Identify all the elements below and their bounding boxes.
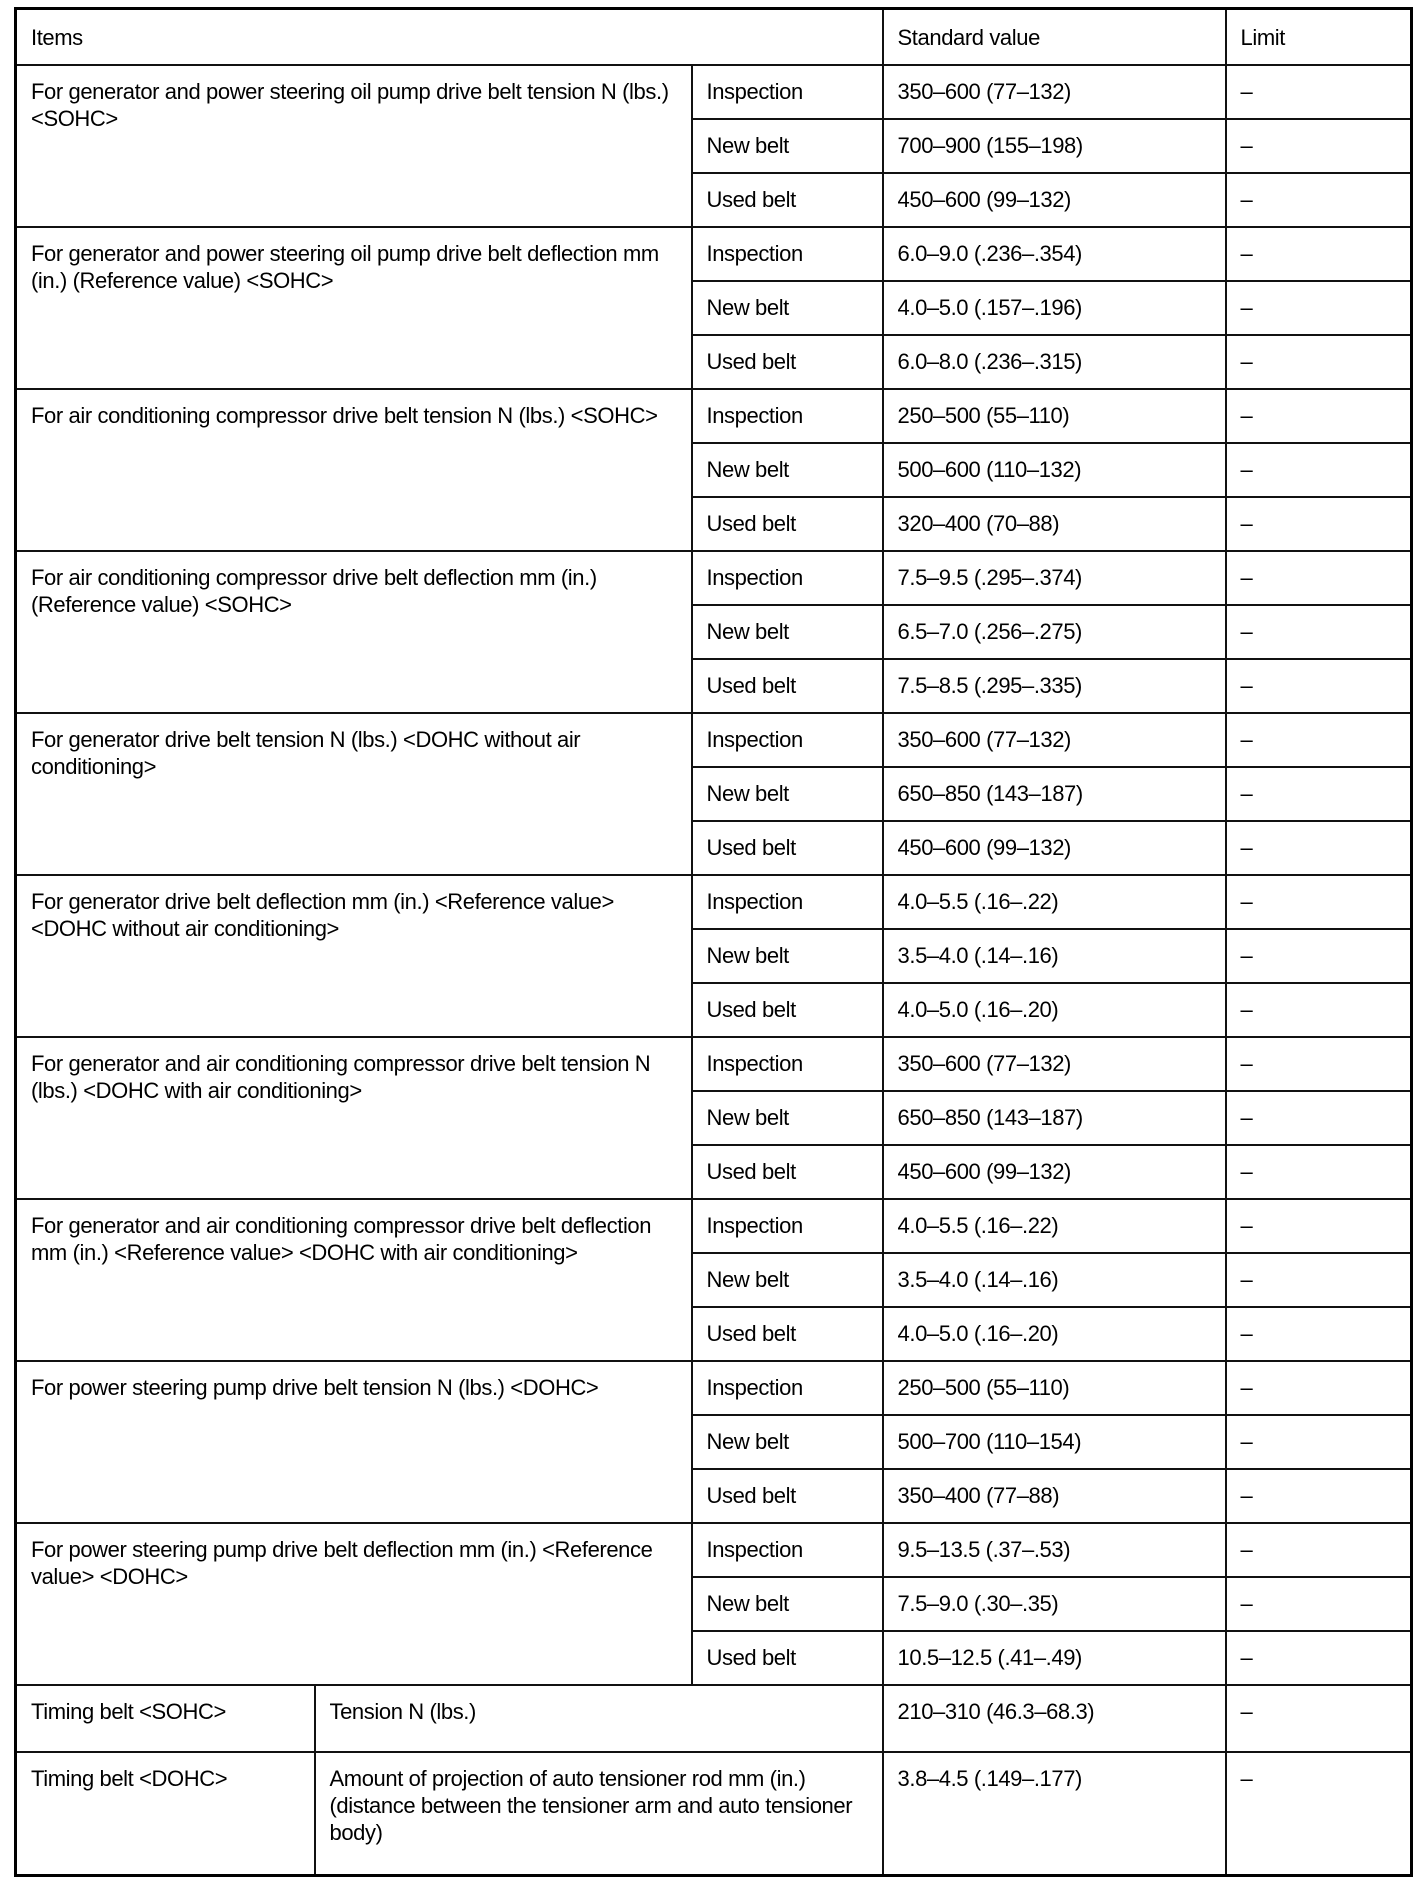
service-spec-table bbox=[14, 7, 1413, 1877]
header-limit: Limit bbox=[1226, 9, 1412, 66]
condition-label: New belt bbox=[692, 1253, 883, 1307]
limit-value: – bbox=[1226, 929, 1412, 983]
timing-description: Amount of projection of auto tensioner rod mm (in.) (distance between the tensioner arm and auto tensioner body) bbox=[315, 1752, 883, 1876]
condition-label: Used belt bbox=[692, 821, 883, 875]
header-items: Items bbox=[16, 9, 883, 66]
standard-value: 500–700 (110–154) bbox=[883, 1415, 1226, 1469]
header-row bbox=[16, 9, 1412, 66]
standard-value: 4.0–5.5 (.16–.22) bbox=[883, 1199, 1226, 1253]
limit-value: – bbox=[1226, 1307, 1412, 1361]
standard-value: 10.5–12.5 (.41–.49) bbox=[883, 1631, 1226, 1685]
condition-label: Inspection bbox=[692, 713, 883, 767]
standard-value: 4.0–5.0 (.16–.20) bbox=[883, 1307, 1226, 1361]
condition-label: New belt bbox=[692, 767, 883, 821]
item-description: For generator and power steering oil pump drive belt tension N (lbs.) <SOHC> bbox=[16, 65, 692, 227]
timing-belt-row bbox=[16, 1685, 1412, 1752]
condition-label: Used belt bbox=[692, 659, 883, 713]
standard-value: 250–500 (55–110) bbox=[883, 1361, 1226, 1415]
condition-label: Inspection bbox=[692, 551, 883, 605]
standard-value: 650–850 (143–187) bbox=[883, 767, 1226, 821]
table-row bbox=[16, 227, 1412, 281]
limit-value: – bbox=[1226, 119, 1412, 173]
item-description: For air conditioning compressor drive belt deflection mm (in.) (Reference value) <SOHC> bbox=[16, 551, 692, 713]
item-description: For generator and power steering oil pump drive belt deflection mm (in.) (Reference value) <SOHC> bbox=[16, 227, 692, 389]
item-description: For generator and air conditioning compressor drive belt deflection mm (in.) <Reference value> <DOHC with air conditioning> bbox=[16, 1199, 692, 1361]
condition-label: Used belt bbox=[692, 983, 883, 1037]
limit-value: – bbox=[1226, 389, 1412, 443]
limit-value: – bbox=[1226, 767, 1412, 821]
condition-label: Inspection bbox=[692, 1199, 883, 1253]
condition-label: Used belt bbox=[692, 335, 883, 389]
header-standard-value: Standard value bbox=[883, 9, 1226, 66]
condition-label: Inspection bbox=[692, 1361, 883, 1415]
limit-value: – bbox=[1226, 1631, 1412, 1685]
limit-value: – bbox=[1226, 659, 1412, 713]
standard-value: 7.5–8.5 (.295–.335) bbox=[883, 659, 1226, 713]
condition-label: New belt bbox=[692, 281, 883, 335]
timing-description: Tension N (lbs.) bbox=[315, 1685, 883, 1752]
limit-value: – bbox=[1226, 65, 1412, 119]
table-row bbox=[16, 1361, 1412, 1415]
condition-label: Used belt bbox=[692, 1469, 883, 1523]
condition-label: New belt bbox=[692, 119, 883, 173]
condition-label: New belt bbox=[692, 929, 883, 983]
limit-value: – bbox=[1226, 1145, 1412, 1199]
standard-value: 3.5–4.0 (.14–.16) bbox=[883, 1253, 1226, 1307]
limit-value: – bbox=[1226, 281, 1412, 335]
limit-value: – bbox=[1226, 605, 1412, 659]
standard-value: 7.5–9.5 (.295–.374) bbox=[883, 551, 1226, 605]
condition-label: Inspection bbox=[692, 1523, 883, 1577]
limit-value: – bbox=[1226, 227, 1412, 281]
standard-value: 4.0–5.5 (.16–.22) bbox=[883, 875, 1226, 929]
condition-label: Used belt bbox=[692, 1631, 883, 1685]
condition-label: New belt bbox=[692, 605, 883, 659]
standard-value: 3.8–4.5 (.149–.177) bbox=[883, 1752, 1226, 1876]
table-row bbox=[16, 875, 1412, 929]
standard-value: 250–500 (55–110) bbox=[883, 389, 1226, 443]
standard-value: 350–600 (77–132) bbox=[883, 65, 1226, 119]
limit-value: – bbox=[1226, 1469, 1412, 1523]
standard-value: 350–600 (77–132) bbox=[883, 713, 1226, 767]
limit-value: – bbox=[1226, 1199, 1412, 1253]
standard-value: 650–850 (143–187) bbox=[883, 1091, 1226, 1145]
table-row bbox=[16, 1037, 1412, 1091]
standard-value: 320–400 (70–88) bbox=[883, 497, 1226, 551]
condition-label: Inspection bbox=[692, 875, 883, 929]
limit-value: – bbox=[1226, 875, 1412, 929]
condition-label: Used belt bbox=[692, 1307, 883, 1361]
standard-value: 6.0–8.0 (.236–.315) bbox=[883, 335, 1226, 389]
limit-value: – bbox=[1226, 1523, 1412, 1577]
condition-label: Inspection bbox=[692, 227, 883, 281]
item-description: For air conditioning compressor drive belt tension N (lbs.) <SOHC> bbox=[16, 389, 692, 551]
limit-value: – bbox=[1226, 173, 1412, 227]
limit-value: – bbox=[1226, 1752, 1412, 1876]
standard-value: 350–600 (77–132) bbox=[883, 1037, 1226, 1091]
standard-value: 450–600 (99–132) bbox=[883, 821, 1226, 875]
item-description: For generator and air conditioning compressor drive belt tension N (lbs.) <DOHC with air conditioning> bbox=[16, 1037, 692, 1199]
standard-value: 4.0–5.0 (.157–.196) bbox=[883, 281, 1226, 335]
limit-value: – bbox=[1226, 1361, 1412, 1415]
condition-label: Used belt bbox=[692, 497, 883, 551]
item-description: For power steering pump drive belt tension N (lbs.) <DOHC> bbox=[16, 1361, 692, 1523]
limit-value: – bbox=[1226, 335, 1412, 389]
table-row bbox=[16, 1523, 1412, 1577]
timing-belt-row bbox=[16, 1752, 1412, 1876]
limit-value: – bbox=[1226, 1037, 1412, 1091]
table-row bbox=[16, 389, 1412, 443]
limit-value: – bbox=[1226, 821, 1412, 875]
limit-value: – bbox=[1226, 497, 1412, 551]
standard-value: 450–600 (99–132) bbox=[883, 1145, 1226, 1199]
limit-value: – bbox=[1226, 1415, 1412, 1469]
item-description: For generator drive belt deflection mm (in.) <Reference value> <DOHC without air conditioning> bbox=[16, 875, 692, 1037]
condition-label: New belt bbox=[692, 1577, 883, 1631]
condition-label: Used belt bbox=[692, 173, 883, 227]
standard-value: 6.0–9.0 (.236–.354) bbox=[883, 227, 1226, 281]
standard-value: 500–600 (110–132) bbox=[883, 443, 1226, 497]
condition-label: New belt bbox=[692, 1415, 883, 1469]
condition-label: Inspection bbox=[692, 1037, 883, 1091]
standard-value: 450–600 (99–132) bbox=[883, 173, 1226, 227]
table-row bbox=[16, 65, 1412, 119]
limit-value: – bbox=[1226, 1577, 1412, 1631]
standard-value: 7.5–9.0 (.30–.35) bbox=[883, 1577, 1226, 1631]
timing-item: Timing belt <DOHC> bbox=[16, 1752, 315, 1876]
item-description: For power steering pump drive belt deflection mm (in.) <Reference value> <DOHC> bbox=[16, 1523, 692, 1685]
condition-label: New belt bbox=[692, 1091, 883, 1145]
limit-value: – bbox=[1226, 1685, 1412, 1752]
standard-value: 700–900 (155–198) bbox=[883, 119, 1226, 173]
condition-label: New belt bbox=[692, 443, 883, 497]
limit-value: – bbox=[1226, 713, 1412, 767]
standard-value: 4.0–5.0 (.16–.20) bbox=[883, 983, 1226, 1037]
condition-label: Inspection bbox=[692, 389, 883, 443]
condition-label: Inspection bbox=[692, 65, 883, 119]
limit-value: – bbox=[1226, 983, 1412, 1037]
timing-item: Timing belt <SOHC> bbox=[16, 1685, 315, 1752]
standard-value: 9.5–13.5 (.37–.53) bbox=[883, 1523, 1226, 1577]
limit-value: – bbox=[1226, 551, 1412, 605]
limit-value: – bbox=[1226, 443, 1412, 497]
table-row bbox=[16, 713, 1412, 767]
item-description: For generator drive belt tension N (lbs.) <DOHC without air conditioning> bbox=[16, 713, 692, 875]
standard-value: 210–310 (46.3–68.3) bbox=[883, 1685, 1226, 1752]
standard-value: 350–400 (77–88) bbox=[883, 1469, 1226, 1523]
standard-value: 3.5–4.0 (.14–.16) bbox=[883, 929, 1226, 983]
condition-label: Used belt bbox=[692, 1145, 883, 1199]
table-row bbox=[16, 551, 1412, 605]
table-row bbox=[16, 1199, 1412, 1253]
limit-value: – bbox=[1226, 1091, 1412, 1145]
limit-value: – bbox=[1226, 1253, 1412, 1307]
standard-value: 6.5–7.0 (.256–.275) bbox=[883, 605, 1226, 659]
